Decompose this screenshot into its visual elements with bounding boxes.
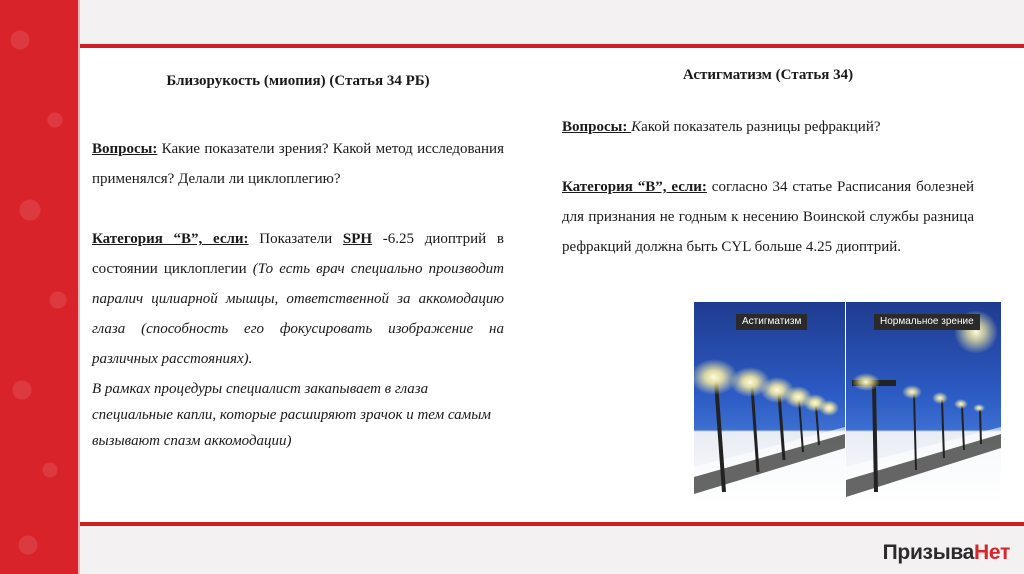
decorative-side-strip <box>0 0 78 574</box>
top-band <box>80 0 1024 44</box>
questions-label: Вопросы: <box>562 119 632 135</box>
category-label: Категория “В”, если: <box>562 179 707 195</box>
astigmatism-label: Астигматизм <box>736 314 807 330</box>
category-text: согласно 34 статье Расписания болезней для признания не годным к несению Воинской службы разница рефракций должна быть CYL больше 4.25 диоптрий. <box>562 179 974 255</box>
blurred-street-lights-illustration <box>694 302 845 508</box>
myopia-column <box>92 66 504 454</box>
category-label: Категория “В”, если: <box>92 231 249 247</box>
clear-street-lights-illustration <box>846 302 1001 508</box>
category-text-2: -6.25 диоптрий в состоянии циклоплегии <box>92 231 504 277</box>
astigmatism-questions <box>562 112 974 142</box>
questions-italic-letter: К <box>631 119 642 135</box>
top-divider <box>80 44 1024 48</box>
myopia-heading: Близорукость (миопия) (Статья 34 РБ) <box>166 73 430 89</box>
myopia-questions <box>92 134 504 194</box>
brand-logo <box>883 541 1010 565</box>
astigmatism-column <box>562 60 974 262</box>
questions-text: Какие показатели зрения? Какой метод исследования применялся? Делали ли циклоплегию? <box>92 141 504 187</box>
procedure-note: В рамках процедуры специалист закапывает в глаза специальные капли, которые расширяют зрачок и тем самым вызывают спазм аккомодации) <box>92 381 491 449</box>
sph-label: SPH <box>342 231 373 247</box>
astigmatism-heading: Астигматизм (Статья 34) <box>682 67 854 83</box>
questions-text: акой показатель разницы рефракций? <box>641 119 881 135</box>
normal-vision-label: Нормальное зрение <box>874 314 980 330</box>
questions-label: Вопросы: <box>92 141 158 157</box>
astigmatism-category <box>562 172 974 262</box>
astigmatism-photo <box>694 302 845 508</box>
normal-vision-photo <box>846 302 1001 508</box>
logo-part-2: Нет <box>974 541 1010 564</box>
category-text-1: Показатели <box>248 231 343 247</box>
logo-part-1: Призыва <box>882 541 975 564</box>
side-divider <box>78 0 80 574</box>
category-italic: (То есть врач специально производит паралич цилиарной мышцы, ответственной за аккомодацию глаза (способность его фокусировать изображение на различных расстояниях). <box>92 261 504 367</box>
myopia-category <box>92 224 504 374</box>
